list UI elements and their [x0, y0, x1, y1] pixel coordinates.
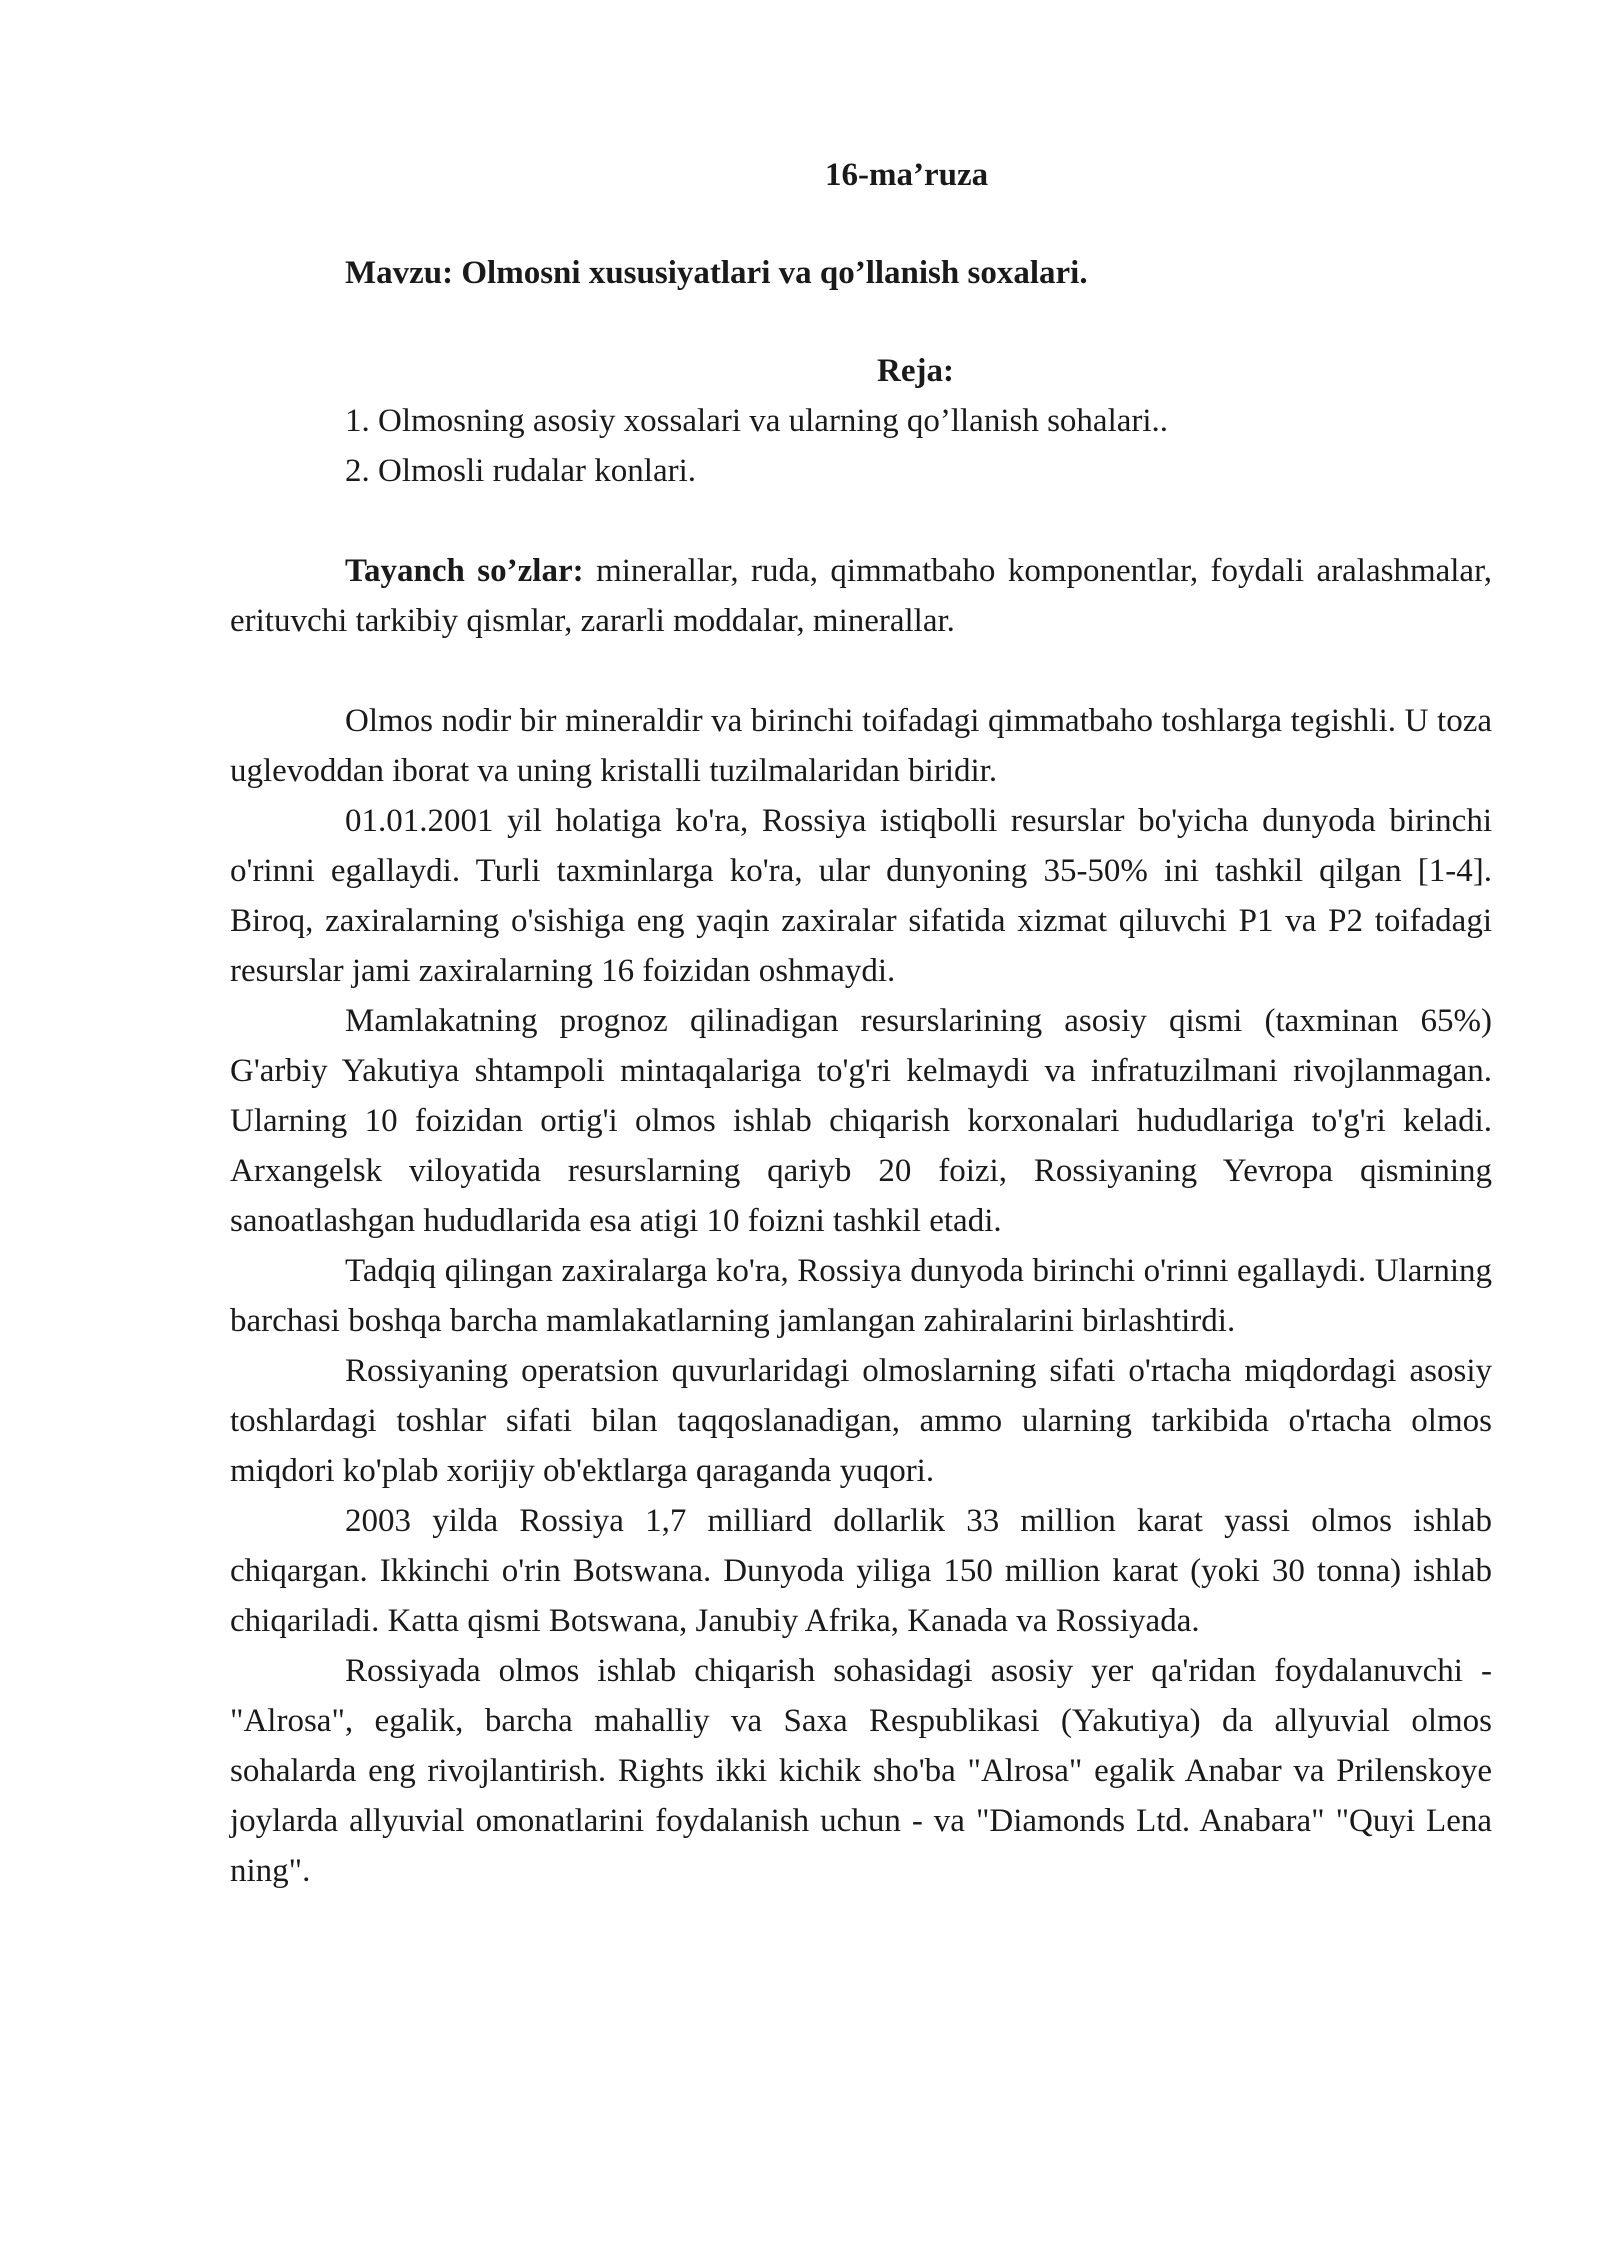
lecture-number: 16-ma’ruza: [825, 157, 989, 193]
plan-item: 1. Olmosning asosiy xossalari va ularning qo’llanish sohalari..: [345, 403, 1169, 439]
keywords-label: Tayanch so’zlar:: [345, 553, 584, 589]
lecture-topic: Mavzu: Olmosni xususiyatlari va qo’llanish soxalari.: [345, 255, 1088, 291]
plan-title: Reja:: [877, 353, 954, 389]
plan-item: 2. Olmosli rudalar konlari.: [345, 453, 697, 489]
body-paragraph: Mamlakatning prognoz qilinadigan resurslarining asosiy qismi (taxminan 65%) G'arbiy Yakutiya shtampoli mintaqalariga to'g'ri kelmaydi va infratuzilmani rivojlanmagan. Ularning 10 foizidan ortig'i olmos ishlab chiqarish korxonalari hududlariga to'g'ri keladi. Arxangelsk viloyatida resurslarning qariyb 20 foizi, Rossiyaning Yevropa qismining sanoatlashgan hududlarida esa atigi 10 foizni tashkil etadi.: [230, 1003, 1492, 1239]
spacer: [230, 496, 1492, 546]
keywords-text: minerallar, ruda, qimmatbaho komponentlar, foydali aralashmalar, erituvchi tarkibiy qismlar, zararli moddalar, minerallar.: [230, 553, 1492, 639]
plan-list: [230, 396, 1492, 496]
body-paragraph: Rossiyaning operatsion quvurlaridagi olmoslarning sifati o'rtacha miqdordagi asosiy toshlardagi toshlar sifati bilan taqqoslanadigan, ammo ularning tarkibida o'rtacha olmos miqdori ko'plab xorijiy ob'ektlarga qaraganda yuqori.: [230, 1353, 1492, 1489]
body-paragraph: Tadqiq qilingan zaxiralarga ko'ra, Rossiya dunyoda birinchi o'rinni egallaydi. Ularning barchasi boshqa barcha mamlakatlarning jamlangan zahiralarini birlashtirdi.: [230, 1253, 1492, 1339]
body-paragraph: 2003 yilda Rossiya 1,7 milliard dollarlik 33 million karat yassi olmos ishlab chiqargan. Ikkinchi o'rin Botswana. Dunyoda yiliga 150 million karat (yoki 30 tonna) ishlab chiqariladi. Katta qismi Botswana, Janubiy Afrika, Kanada va Rossiyada.: [230, 1503, 1492, 1639]
body-paragraph: Olmos nodir bir mineraldir va birinchi toifadagi qimmatbaho toshlarga tegishli. U toza uglevoddan iborat va uning kristalli tuzilmalaridan biridir.: [230, 703, 1492, 789]
body-paragraph: Rossiyada olmos ishlab chiqarish sohasidagi asosiy yer qa'ridan foydalanuvchi - "Alrosa", egalik, barcha mahalliy va Saxa Respublikasi (Yakutiya) da allyuvial olmos sohalarda eng rivojlantirish. Rights ikki kichik sho'ba "Alrosa" egalik Anabar va Prilenskoye joylarda allyuvial omonatlarini foydalanish uchun - va "Diamonds Ltd. Anabara" "Quyi Lena ning".: [230, 1653, 1492, 1889]
body-paragraph: 01.01.2001 yil holatiga ko'ra, Rossiya istiqbolli resurslar bo'yicha dunyoda birinchi o'rinni egallaydi. Turli taxminlarga ko'ra, ular dunyoning 35-50% ini tashkil qilgan [1-4]. Biroq, zaxiralarning o'sishiga eng yaqin zaxiralar sifatida xizmat qiluvchi P1 va P2 toifadagi resurslar jami zaxiralarning 16 foizidan oshmaydi.: [230, 803, 1492, 989]
spacer: [230, 646, 1492, 696]
document-page: [230, 150, 1492, 1896]
keywords-paragraph: [230, 546, 1492, 646]
